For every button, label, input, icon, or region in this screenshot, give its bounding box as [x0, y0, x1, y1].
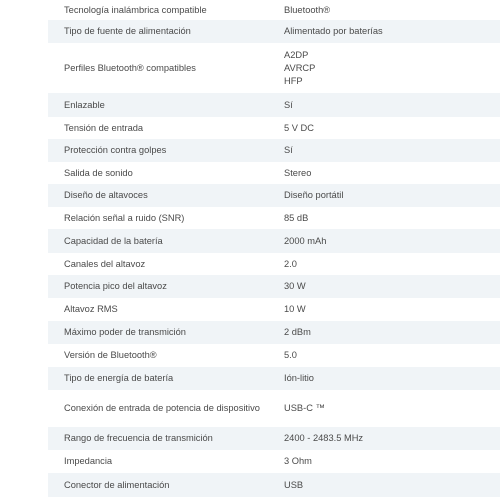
spec-row-bt-profiles: [48, 43, 500, 93]
spec-value: Alimentado por baterías: [284, 26, 383, 36]
spec-row-frequency-range: [48, 427, 500, 450]
spec-value-item: A2DP: [284, 49, 309, 60]
spec-row-input-voltage: [48, 117, 500, 139]
spec-value: 5.0: [284, 350, 297, 360]
spec-row-bt-version: [48, 344, 500, 367]
spec-row-power-input: [48, 390, 500, 427]
spec-label: Versión de Bluetooth®: [64, 350, 157, 360]
spec-row-power-connector: [48, 473, 500, 497]
spec-label: Relación señal a ruido (SNR): [64, 212, 185, 223]
spec-value-item: HFP: [284, 75, 303, 86]
spec-value: Bluetooth®: [284, 4, 331, 15]
spec-value: 2 dBm: [284, 327, 311, 337]
spec-row-wireless-tech: [48, 0, 500, 20]
spec-value: 30 W: [284, 281, 306, 291]
spec-value: USB-C ™: [284, 403, 325, 413]
spec-value: Stereo: [284, 167, 312, 178]
spec-label: Impedancia: [64, 456, 113, 466]
spec-value: 2000 mAh: [284, 235, 327, 246]
spec-label: Canales del altavoz: [64, 258, 146, 269]
spec-row-transmit-power: [48, 321, 500, 344]
spec-label: Altavoz RMS: [64, 304, 118, 314]
spec-row-peak-power: [48, 275, 500, 298]
spec-value-list: [284, 49, 500, 88]
spec-label: Protección contra golpes: [64, 145, 167, 155]
spec-label: Enlazable: [64, 99, 105, 110]
spec-value: Diseño portátil: [284, 190, 344, 200]
spec-label: Tensión de entrada: [64, 122, 144, 133]
spec-label: Perfiles Bluetooth® compatibles: [64, 62, 196, 73]
spec-label: Potencia pico del altavoz: [64, 281, 167, 291]
spec-label: Conector de alimentación: [64, 479, 170, 490]
spec-label: Máximo poder de transmición: [64, 327, 186, 337]
spec-label: Tipo de fuente de alimentación: [64, 26, 191, 36]
spec-value: 10 W: [284, 304, 306, 314]
spec-row-pairable: [48, 93, 500, 117]
spec-row-snr: [48, 207, 500, 229]
spec-value: 2.0: [284, 258, 297, 269]
spec-row-shock-protection: [48, 139, 500, 162]
spec-row-battery-type: [48, 367, 500, 390]
spec-row-sound-output: [48, 162, 500, 184]
spec-value: USB: [284, 479, 304, 490]
spec-value: 5 V DC: [284, 122, 314, 133]
spec-label: Diseño de altavoces: [64, 190, 148, 200]
spec-value: Sí: [284, 99, 293, 110]
spec-row-speaker-design: [48, 184, 500, 207]
spec-row-battery-capacity: [48, 229, 500, 253]
spec-label: Conexión de entrada de potencia de dispositivo: [64, 403, 260, 413]
spec-value: 3 Ohm: [284, 456, 312, 466]
spec-label: Capacidad de la batería: [64, 235, 163, 246]
spec-label: Salida de sonido: [64, 167, 133, 178]
spec-label: Rango de frecuencia de transmición: [64, 433, 213, 443]
spec-row-impedance: [48, 450, 500, 473]
spec-label: Tipo de energía de batería: [64, 373, 174, 383]
spec-row-speaker-channels: [48, 253, 500, 275]
spec-row-power-source: [48, 20, 500, 43]
spec-value: Sí: [284, 145, 293, 155]
spec-value-item: AVRCP: [284, 62, 316, 73]
spec-row-rms: [48, 298, 500, 321]
spec-value: 2400 - 2483.5 MHz: [284, 433, 364, 443]
spec-value: Ión-litio: [284, 373, 314, 383]
spec-value: 85 dB: [284, 212, 309, 223]
specifications-table: [48, 0, 500, 497]
spec-label: Tecnología inalámbrica compatible: [64, 4, 207, 15]
